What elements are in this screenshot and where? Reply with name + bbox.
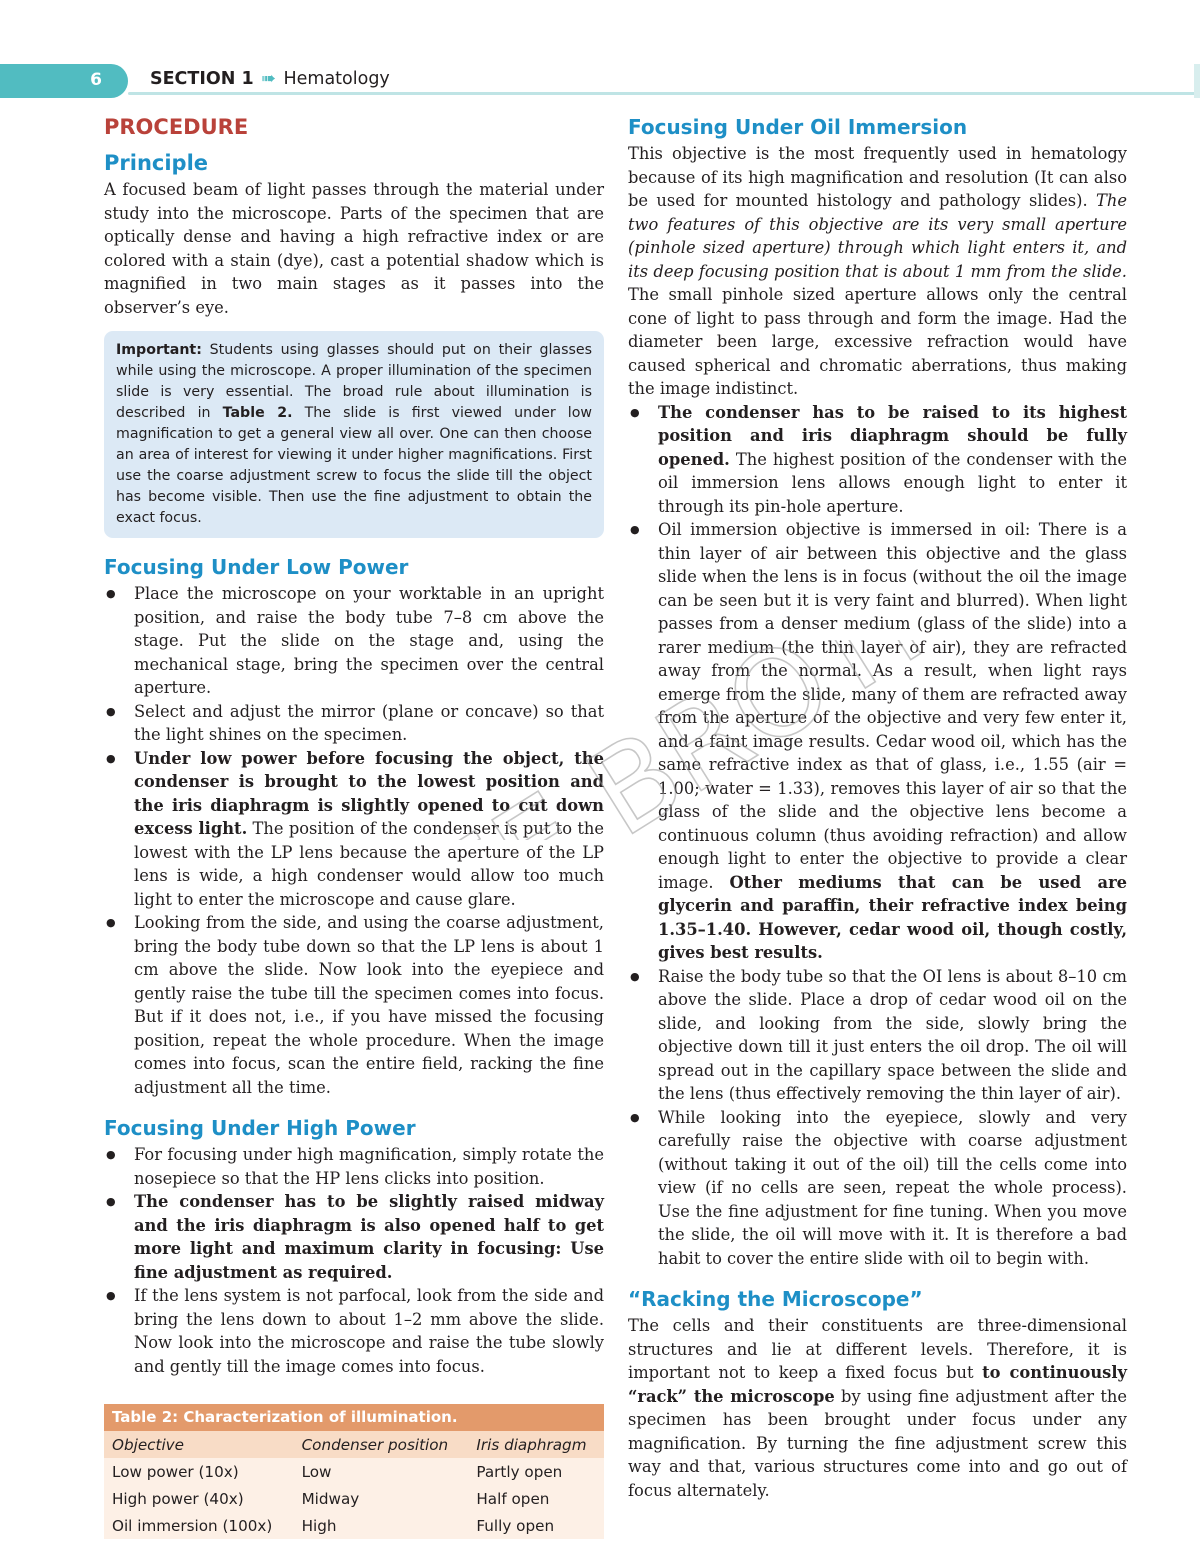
- list-item-bold-2: Other mediums that can be used are glycerin and paraffin, their refractive index being 1.35–1.40. However, cedar wood oil, though costly, gives best results.: [658, 872, 1128, 962]
- list-item-bold: The condenser has to be raised to its highest position and iris diaphragm should be fully opened.: [658, 402, 1127, 469]
- list-item: [104, 1143, 604, 1190]
- important-box: [104, 331, 604, 538]
- list-item-text: If the lens system is not parfocal, look from the side and bring the lens down to about 1–2 mm above the slide. Now look into the microscope and raise the tube slowly and gently till the image comes into focus.: [134, 1286, 604, 1376]
- table-header-cell: Condenser position: [294, 1431, 469, 1458]
- list-item-text: Looking from the side, and using the coarse adjustment, bring the body tube down so that the LP lens is about 1 cm above the slide. Now look into the eyepiece and gently raise the tube till the specimen comes into focus. But if it does not, i.e., if you have missed the focusing position, repeat the whole procedure. When the image comes into focus, scan the entire field, racking the fine adjustment all the time.: [134, 913, 604, 1097]
- list-item: [104, 1190, 604, 1284]
- table-row: [104, 1512, 604, 1539]
- table-cell: High power (40x): [104, 1485, 294, 1512]
- watermark: [100, 640, 1200, 840]
- list-item: [628, 1106, 1127, 1271]
- list-item-text: The position of the condenser is put to the lowest with the LP lens because the aperture of the LP lens is wide, a high condenser would allow too much light to enter the microscope and cause glare.: [134, 819, 604, 909]
- table-cell: Low power (10x): [104, 1458, 294, 1485]
- racking-text: [628, 1314, 1127, 1502]
- important-text-a: Students using glasses should put on their glasses while using the microscope. A proper illumination of the specimen slide is very essential. The broad rule about illumination is described in: [116, 342, 592, 421]
- watermark-graphic: [100, 640, 1200, 840]
- procedure-heading: PROCEDURE: [104, 115, 249, 139]
- section-label: SECTION 1: [150, 69, 254, 89]
- list-item-text: While looking into the eyepiece, slowly and very carefully raise the objective with coarse adjustment (without taking it out of the oil) till the cells come into view (if no cells are seen, repeat the whole process). Use the fine adjustment for fine tuning. When you move the slide, the oil will move with it. It is therefore a bad habit to cover the entire slide with oil to begin with.: [658, 1107, 1127, 1268]
- high-power-heading: Focusing Under High Power: [104, 1116, 416, 1140]
- table-header-cell: Objective: [104, 1431, 294, 1458]
- table-cell: Oil immersion (100x): [104, 1512, 294, 1539]
- table-reference: Table 2.: [222, 405, 293, 421]
- low-power-heading: Focusing Under Low Power: [104, 555, 409, 579]
- running-head: [150, 69, 390, 89]
- racking-text-b: by using fine adjustment after the specimen has been brought under focus under any magnification. By turning the fine adjustment screw this way and that, various structures come into and go out of focus alternately.: [628, 1386, 1127, 1500]
- oil-intro-text: [628, 142, 1127, 401]
- arrow-icon: ➠: [261, 69, 276, 89]
- list-item: [628, 401, 1127, 519]
- header-edge: [1194, 64, 1200, 98]
- list-item: [628, 965, 1127, 1106]
- list-item-text: Select and adjust the mirror (plane or concave) so that the light shines on the specimen.: [134, 701, 604, 744]
- table-cell: High: [294, 1512, 469, 1539]
- list-item: [104, 1284, 604, 1378]
- table-cell: Half open: [468, 1485, 604, 1512]
- table-row: [104, 1485, 604, 1512]
- principle-heading: Principle: [104, 151, 209, 175]
- list-item-bold: Under low power before focusing the object, the condenser is brought to the lowest position and the iris diaphragm is slightly opened to cut down excess light.: [134, 748, 604, 838]
- table-cell: Partly open: [468, 1458, 604, 1485]
- list-item-text: Raise the body tube so that the OI lens is about 8–10 cm above the slide. Place a drop of cedar wood oil on the slide, and looking from the side, slowly bring the objective down till it just enters the oil drop. The oil will spread out in the capillary space between the slide and the lens (thus effectively removing the thin layer of air).: [658, 966, 1127, 1103]
- illumination-table: [104, 1404, 604, 1539]
- list-item-bold: The condenser has to be slightly raised midway and the iris diaphragm is also opened half to get more light and maximum clarity in focusing: Use fine adjustment as required.: [134, 1192, 604, 1282]
- page-header: [0, 64, 1200, 98]
- table-cell: Midway: [294, 1485, 469, 1512]
- oil-intro-italic: The two features of this objective are its very small aperture (pinhole sized aperture) through which light enters it, and its deep focusing position that is about 1 mm from the slide.: [628, 191, 1127, 281]
- important-text: [116, 340, 592, 529]
- racking-text-a: The cells and their constituents are three-dimensional structures and lie at different levels. Therefore, it is important not to keep a fixed focus but: [628, 1316, 1127, 1382]
- table-cell: Fully open: [468, 1512, 604, 1539]
- important-text-b: The slide is first viewed under low magnification to get a general view all over. One can then choose an area of interest for viewing it under higher magnifications. First use the coarse adjustment screw to focus the slide till the object has become visible. Then use the fine adjustment to obtain the exact focus.: [116, 405, 593, 526]
- racking-heading: “Racking the Microscope”: [628, 1287, 923, 1311]
- important-label: Important:: [116, 342, 202, 358]
- list-item-text: Place the microscope on your worktable in an upright position, and raise the body tube 7–8 cm above the stage. Put the slide on the stage and, using the mechanical stage, bring the specimen over the central aperture.: [134, 584, 604, 697]
- list-item-text: The highest position of the condenser with the oil immersion lens allows enough light to enter it through its pin-hole aperture.: [658, 449, 1127, 516]
- chapter-label: Hematology: [283, 69, 390, 89]
- list-item-text: Oil immersion objective is immersed in oil: There is a thin layer of air between this objective and the glass slide when the lens is in focus (without the oil the image can be seen but it is very faint and blurred). When light passes from a denser medium (glass of the slide) into a rarer medium (the thin layer of air), they are refracted away from the normal. As a result, when light rays emerge from the slide, many of them are refracted away from the aperture of the objective and very few enter it, and a faint image results. Cedar wood oil, which has the same refractive index as that of glass, i.e., 1.55 (air = 1.00; water = 1.33), removes this layer of air so that the glass of the slide and the objective lens become a continuous column (thus avoiding refraction) and allow enough light to enter the objective to provide a clear image.: [658, 520, 1127, 892]
- list-item-text: For focusing under high magnification, simply rotate the nosepiece so that the HP lens clicks into position.: [134, 1145, 604, 1188]
- table-header-row: [104, 1431, 604, 1458]
- watermark-text: [190, 640, 1187, 840]
- principle-text: A focused beam of light passes through the material under study into the microscope. Parts of the specimen that are optically dense and having a high refractive index or are colored with a stain (dye), cast a potential shadow which is magnified in two main stages as it passes into the observer’s eye.: [104, 180, 604, 317]
- table-cell: Low: [294, 1458, 469, 1485]
- table-row: [104, 1458, 604, 1485]
- list-item: [104, 911, 604, 1099]
- table-caption: Table 2: Characterization of illumination.: [104, 1404, 604, 1431]
- racking-text-bold: to continuously “rack” the microscope: [628, 1363, 1127, 1406]
- oil-immersion-heading: Focusing Under Oil Immersion: [628, 115, 968, 139]
- header-rule: [128, 92, 1200, 95]
- high-power-list: [104, 1143, 604, 1378]
- page-number-tab: [0, 64, 128, 98]
- oil-intro-b: The small pinhole sized aperture allows only the central cone of light to pass through and form the image. Had the diameter been large, excessive refraction would have caused spherical and chromatic aberrations, thus making the image indistinct.: [628, 285, 1127, 398]
- page-number: 6: [90, 70, 102, 90]
- oil-intro-a: This objective is the most frequently used in hematology because of its high magnification and resolution (It can also be used for mounted histology and pathology slides).: [628, 144, 1127, 210]
- table-header-cell: Iris diaphragm: [468, 1431, 604, 1458]
